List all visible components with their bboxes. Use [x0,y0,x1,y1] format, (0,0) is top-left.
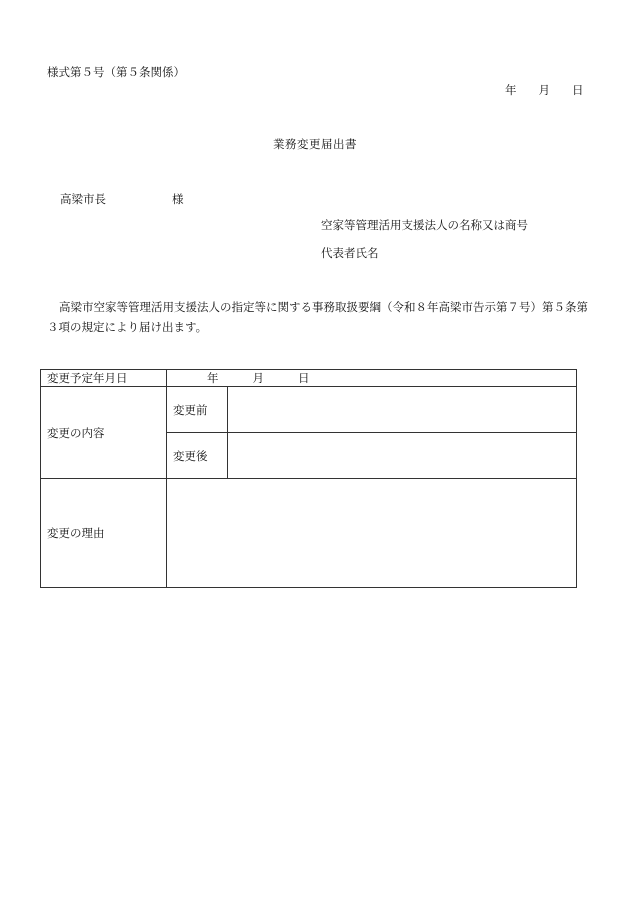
representative-label: 代表者氏名 [321,246,379,260]
before-field[interactable] [228,387,577,433]
body-text: 高梁市空家等管理活用支援法人の指定等に関する事務取扱要綱（令和８年高梁市告示第７号）第５条第３項の規定により届け出ます。 [47,300,588,334]
form-number: 様式第５号（第５条関係） [47,65,185,79]
planned-date-month: 月 [252,371,264,385]
addressee [60,191,184,207]
after-label: 変更後 [167,433,228,479]
reason-label: 変更の理由 [41,479,167,588]
date-year-label: 年 [505,83,517,97]
table-row [41,370,577,387]
table-row [41,479,577,588]
document-title: 業務変更届出書 [273,137,357,151]
addressee-honorific: 様 [172,192,184,206]
change-table [40,369,577,588]
table-row [41,387,577,433]
planned-date-field[interactable] [167,370,577,387]
corp-name-label: 空家等管理活用支援法人の名称又は商号 [321,218,528,232]
addressee-name: 高梁市長 [60,192,106,206]
before-label: 変更前 [167,387,228,433]
submission-date [505,82,584,98]
date-month-label: 月 [538,83,550,97]
planned-date-year: 年 [207,371,219,385]
content-label: 変更の内容 [41,387,167,479]
reason-field[interactable] [167,479,577,588]
planned-date-label: 変更予定年月日 [41,370,167,387]
planned-date-day: 日 [298,371,310,385]
date-day-label: 日 [572,83,584,97]
after-field[interactable] [228,433,577,479]
